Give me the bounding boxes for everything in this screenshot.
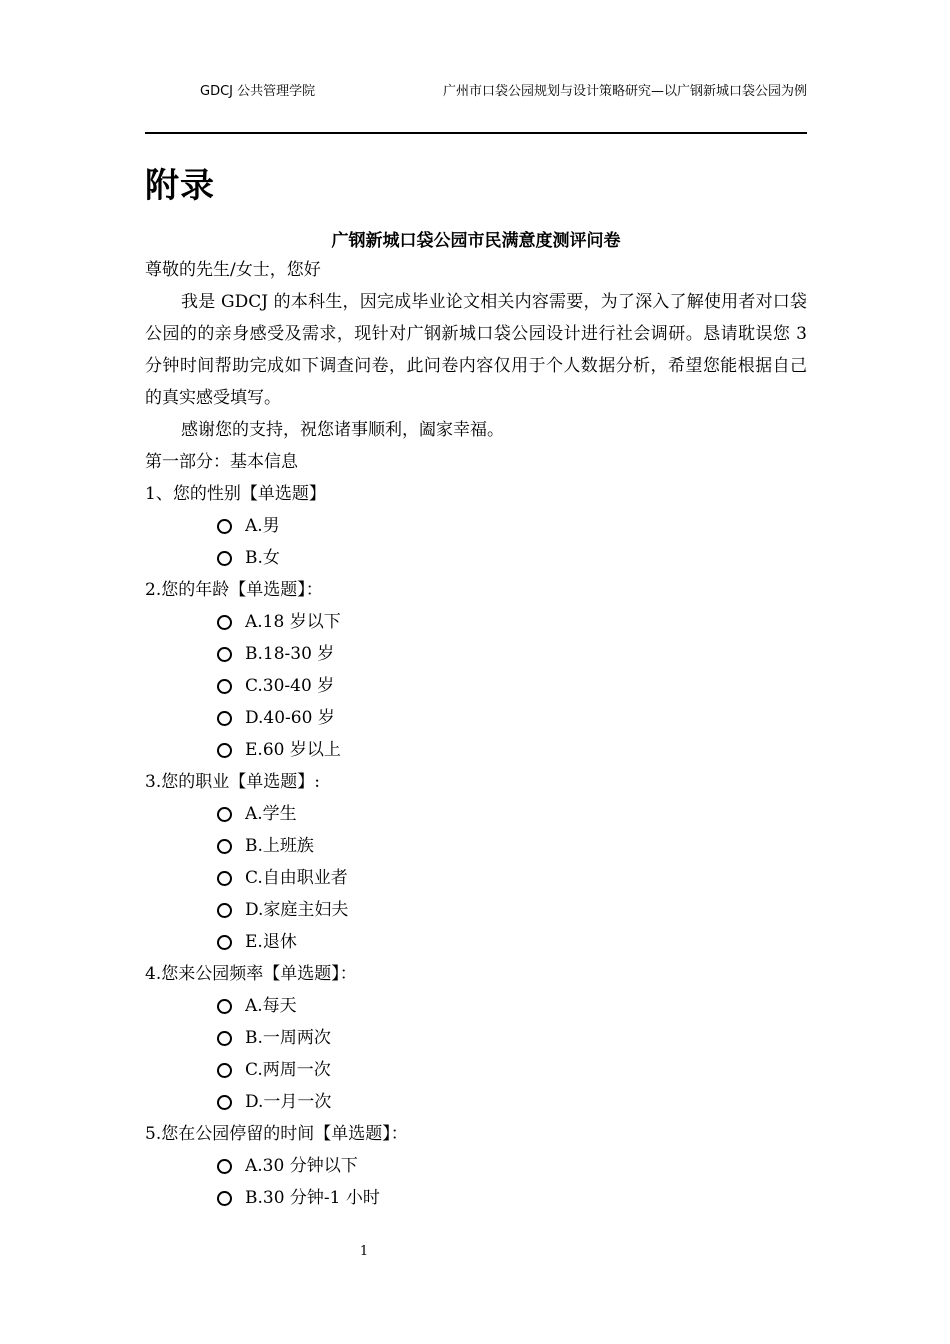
option-label: B.一周两次 [245, 1028, 331, 1048]
option-label: A.学生 [245, 804, 297, 824]
radio-icon[interactable] [217, 839, 232, 854]
header-left: GDCJ 公共管理学院 [200, 84, 316, 99]
question-gender: 1、您的性别【单选题】 [145, 484, 326, 504]
radio-icon[interactable] [217, 1159, 232, 1174]
radio-icon[interactable] [217, 903, 232, 918]
radio-icon[interactable] [217, 1095, 232, 1110]
survey-title: 广钢新城口袋公园市民满意度测评问卷 [331, 231, 621, 251]
radio-icon[interactable] [217, 519, 232, 534]
radio-icon[interactable] [217, 1191, 232, 1206]
radio-icon[interactable] [217, 743, 232, 758]
radio-icon[interactable] [217, 871, 232, 886]
option-female[interactable] [145, 542, 807, 574]
option-label: B.18-30 岁 [245, 644, 335, 664]
radio-icon[interactable] [217, 935, 232, 950]
option-age-c[interactable] [145, 670, 807, 702]
option-frequency-c[interactable] [145, 1054, 807, 1086]
radio-icon[interactable] [217, 807, 232, 822]
option-label: C.自由职业者 [245, 868, 348, 888]
radio-icon[interactable] [217, 615, 232, 630]
option-occupation-d[interactable] [145, 894, 807, 926]
option-label: C.两周一次 [245, 1060, 331, 1080]
option-occupation-b[interactable] [145, 830, 807, 862]
option-label: D.40-60 岁 [245, 708, 335, 728]
question-frequency: 4.您来公园频率【单选题】： [145, 964, 357, 984]
option-age-e[interactable] [145, 734, 807, 766]
radio-icon[interactable] [217, 1063, 232, 1078]
appendix-title: 附录 [145, 166, 215, 206]
radio-icon[interactable] [217, 999, 232, 1014]
radio-icon[interactable] [217, 711, 232, 726]
option-label: A.男 [245, 516, 280, 536]
option-age-b[interactable] [145, 638, 807, 670]
radio-icon[interactable] [217, 1031, 232, 1046]
intro-paragraph: 我是 GDCJ 的本科生，因完成毕业论文相关内容需要，为了深入了解使用者对口袋公园的的亲身感受及需求，现针对广钢新城口袋公园设计进行社会调研。恳请耽误您 3 分钟时间帮助完成如下调查问卷，此问卷内容仅用于个人数据分析，希望您能根据自己的真实感受填写。 [145, 292, 807, 408]
option-frequency-d[interactable] [145, 1086, 807, 1118]
greeting: 尊敬的先生/女士，您好 [145, 260, 321, 280]
option-label: E.退休 [245, 932, 297, 952]
radio-icon[interactable] [217, 551, 232, 566]
option-age-a[interactable] [145, 606, 807, 638]
section-heading: 第一部分：基本信息 [145, 452, 298, 472]
option-label: A.每天 [245, 996, 297, 1016]
option-male[interactable] [145, 510, 807, 542]
option-label: E.60 岁以上 [245, 740, 341, 760]
option-label: A.18 岁以下 [245, 612, 341, 632]
option-occupation-e[interactable] [145, 926, 807, 958]
question-duration: 5.您在公园停留的时间【单选题】： [145, 1124, 408, 1144]
option-frequency-a[interactable] [145, 990, 807, 1022]
option-label: C.30-40 岁 [245, 676, 335, 696]
option-frequency-b[interactable] [145, 1022, 807, 1054]
option-label: B.女 [245, 548, 280, 568]
option-age-d[interactable] [145, 702, 807, 734]
question-age: 2.您的年龄【单选题】： [145, 580, 323, 600]
survey-body [145, 254, 807, 1214]
option-label: D.家庭主妇夫 [245, 900, 349, 920]
option-duration-a[interactable] [145, 1150, 807, 1182]
option-label: B.30 分钟-1 小时 [245, 1188, 380, 1208]
page-number: 1 [359, 1244, 369, 1259]
option-label: B.上班族 [245, 836, 314, 856]
header-right: 广州市口袋公园规划与设计策略研究—以广钢新城口袋公园为例 [442, 84, 807, 99]
question-occupation: 3.您的职业【单选题】: [145, 772, 320, 792]
header-divider [145, 132, 807, 134]
thanks-paragraph: 感谢您的支持，祝您诸事顺利，阖家幸福。 [181, 420, 504, 440]
radio-icon[interactable] [217, 647, 232, 662]
option-occupation-c[interactable] [145, 862, 807, 894]
option-occupation-a[interactable] [145, 798, 807, 830]
option-label: A.30 分钟以下 [245, 1156, 358, 1176]
radio-icon[interactable] [217, 679, 232, 694]
option-label: D.一月一次 [245, 1092, 332, 1112]
option-duration-b[interactable] [145, 1182, 807, 1214]
